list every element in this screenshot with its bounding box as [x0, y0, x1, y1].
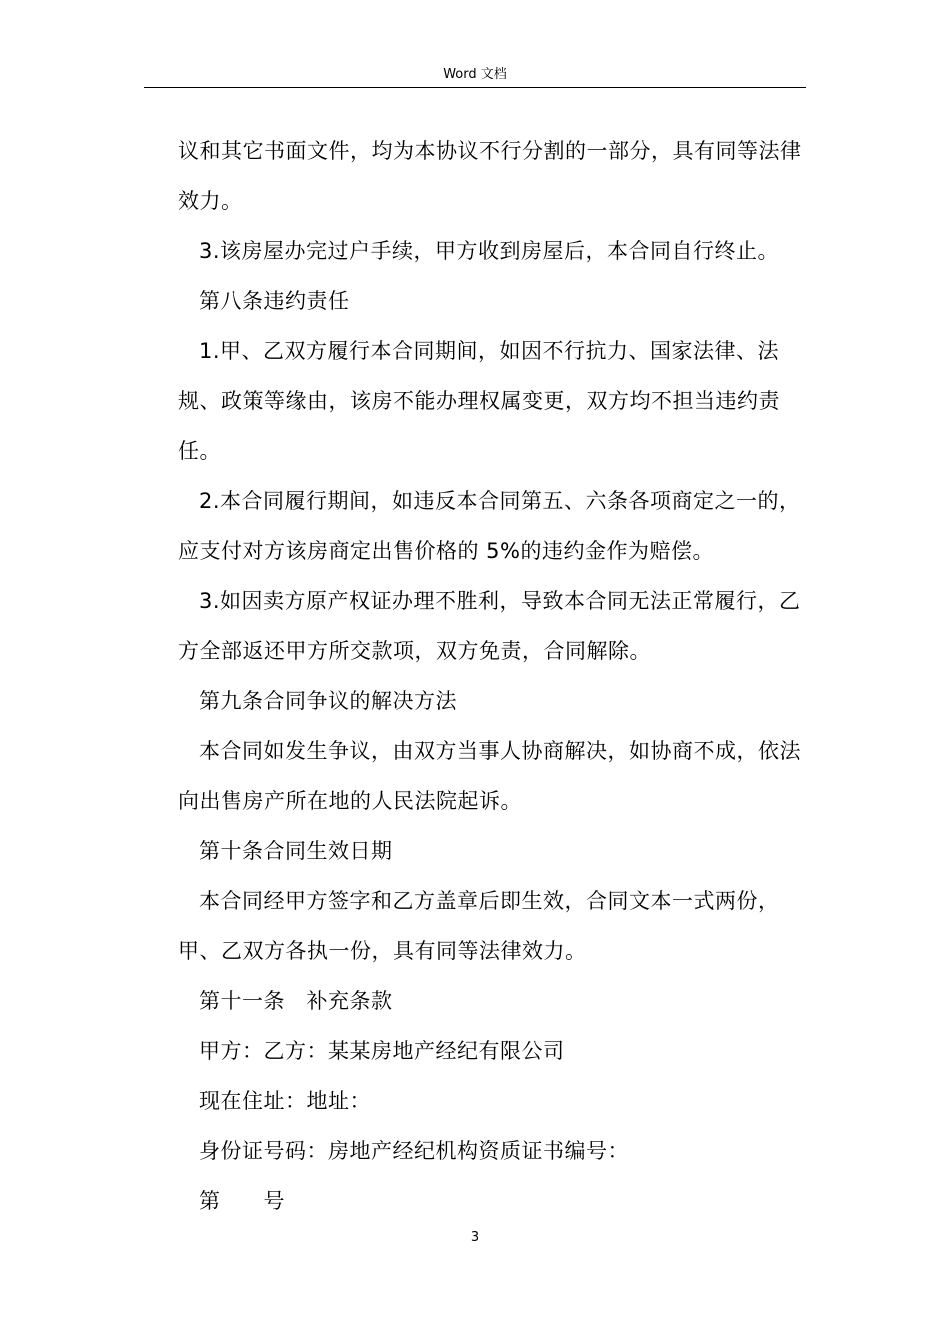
signature-parties: 甲方：乙方：某某房地产经纪有限公司: [199, 1039, 565, 1063]
signature-id-number: 身份证号码：房地产经纪机构资质证书编号：: [199, 1139, 629, 1163]
signature-address: 现在住址：地址：: [199, 1089, 371, 1113]
paragraph-clause-8-2: 2.本合同履行期间，如违反本合同第五、六条各项商定之一的，应支付对方该房商定出售价格的 5%的违约金作为赔偿。: [178, 489, 801, 563]
paragraph-continuation: 议和其它书面文件，均为本协议不行分割的一部分，具有同等法律效力。: [178, 139, 802, 213]
document-body: [178, 126, 806, 1226]
heading-article-10: 第十条合同生效日期: [199, 839, 393, 863]
paragraph-clause-8-1: 1.甲、乙双方履行本合同期间，如因不行抗力、国家法律、法规、政策等缘由，该房不能办理权属变更，双方均不担当违约责任。: [178, 339, 780, 463]
paragraph-article-9: 本合同如发生争议，由双方当事人协商解决，如协商不成，依法向出售房产所在地的人民法院起诉。: [178, 739, 801, 813]
signature-certificate-number: 第 号: [199, 1189, 285, 1213]
header-divider: [144, 87, 806, 88]
paragraph-clause-7-3: 3.该房屋办完过户手续，甲方收到房屋后，本合同自行终止。: [199, 239, 780, 263]
page-header: Word 文档: [443, 67, 507, 82]
heading-article-8: 第八条违约责任: [199, 289, 350, 313]
paragraph-article-10: 本合同经甲方签字和乙方盖章后即生效，合同文本一式两份，甲、乙双方各执一份，具有同等法律效力。: [178, 889, 780, 963]
page-number: 3: [470, 1230, 480, 1245]
paragraph-clause-8-3: 3.如因卖方原产权证办理不胜利，导致本合同无法正常履行，乙方全部返还甲方所交款项，双方免责，合同解除。: [178, 589, 801, 663]
heading-article-9: 第九条合同争议的解决方法: [199, 689, 457, 713]
heading-article-11: 第十一条 补充条款: [199, 989, 393, 1013]
